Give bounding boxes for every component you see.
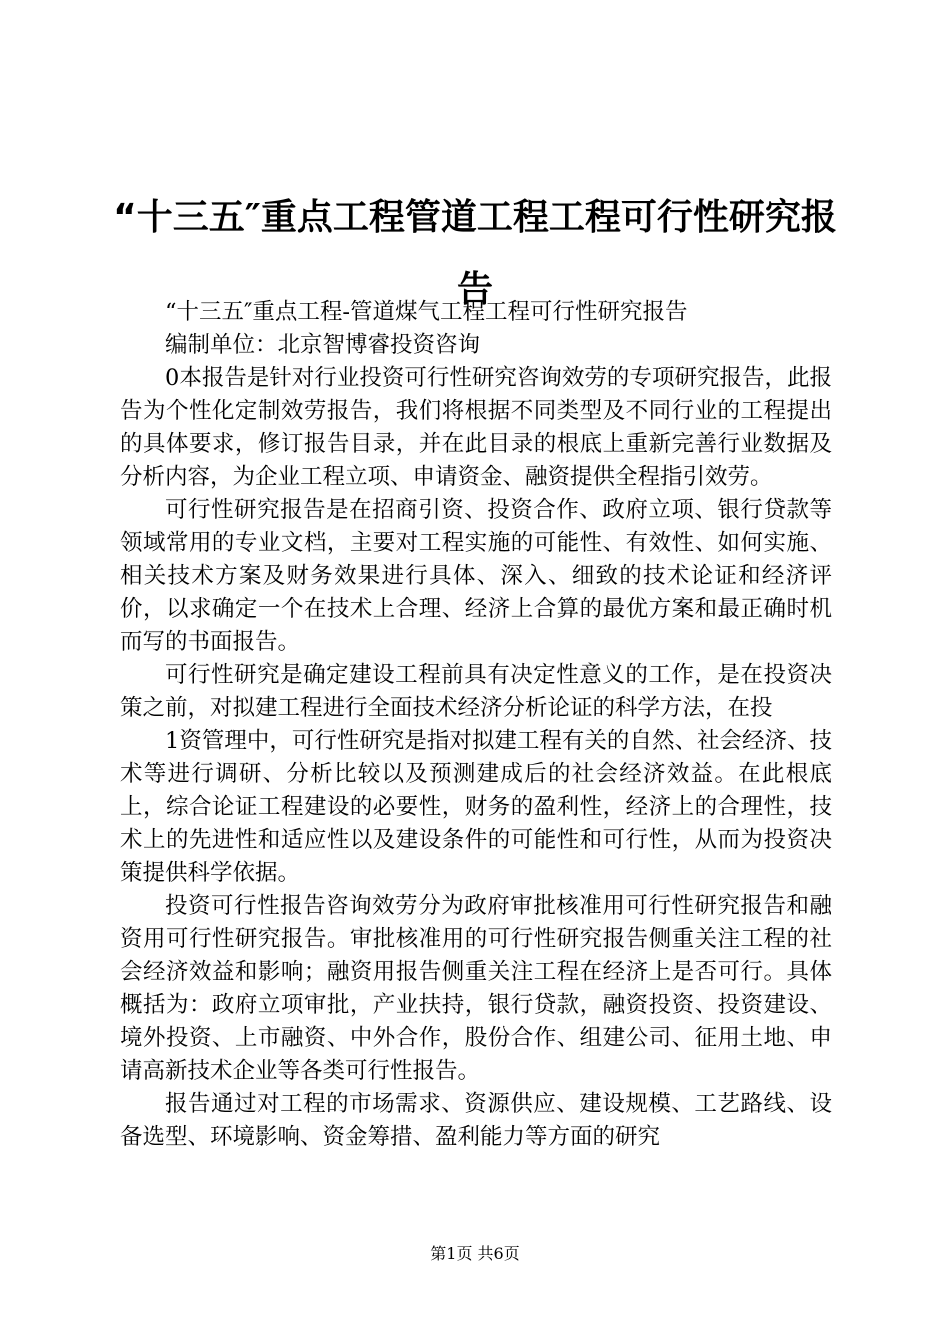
document-title: “十三五″重点工程管道工程工程可行性研究报告 [113,197,837,310]
body-paragraph: 可行性研究是确定建设工程前具有决定性意义的工作，是在投资决策之前，对拟建工程进行全面技术经济分析论证的科学方法，在投 [120,662,832,721]
body-paragraph: 投资可行性报告咨询效劳分为政府审批核准用可行性研究报告和融资用可行性研究报告。审批核准用的可行性研究报告侧重关注工程的社会经济效益和影响；融资用报告侧重关注工程在经济上是否可行。具体概括为：政府立项审批，产业扶持，银行贷款，融资投资、投资建设、境外投资、上市融资、中外合作，股份合作、组建公司、征用土地、申请高新技术企业等各类可行性报告。 [120,893,832,1084]
body-paragraph: 0本报告是针对行业投资可行性研究咨询效劳的专项研究报告，此报告为个性化定制效劳报告，我们将根据不同类型及不同行业的工程提出的具体要求，修订报告目录，并在此目录的根底上重新完善行业数据及分析内容，为企业工程立项、申请资金、融资提供全程指引效劳。 [120,365,832,490]
page-footer: 第1页 共6页 [430,1244,520,1263]
body-paragraph: 1资管理中，可行性研究是指对拟建工程有关的自然、社会经济、技术等进行调研、分析比较以及预测建成后的社会经济效益。在此根底上，综合论证工程建设的必要性，财务的盈利性，经济上的合理性，技术上的先进性和适应性以及建设条件的可能性和可行性，从而为投资决策提供科学依据。 [120,728,832,886]
document-body [120,296,832,1154]
subtitle-line: “十三五″重点工程-管道煤气工程工程可行性研究报告 [165,299,688,325]
body-paragraph: 报告通过对工程的市场需求、资源供应、建设规模、工艺路线、设备选型、环境影响、资金筹措、盈利能力等方面的研究 [120,1091,832,1150]
body-paragraph: 可行性研究报告是在招商引资、投资合作、政府立项、银行贷款等领域常用的专业文档，主要对工程实施的可能性、有效性、如何实施、相关技术方案及财务效果进行具体、深入、细致的技术论证和经济评价，以求确定一个在技术上合理、经济上合算的最优方案和最正确时机而写的书面报告。 [120,497,832,655]
author-line: 编制单位：北京智博睿投资咨询 [165,332,481,358]
